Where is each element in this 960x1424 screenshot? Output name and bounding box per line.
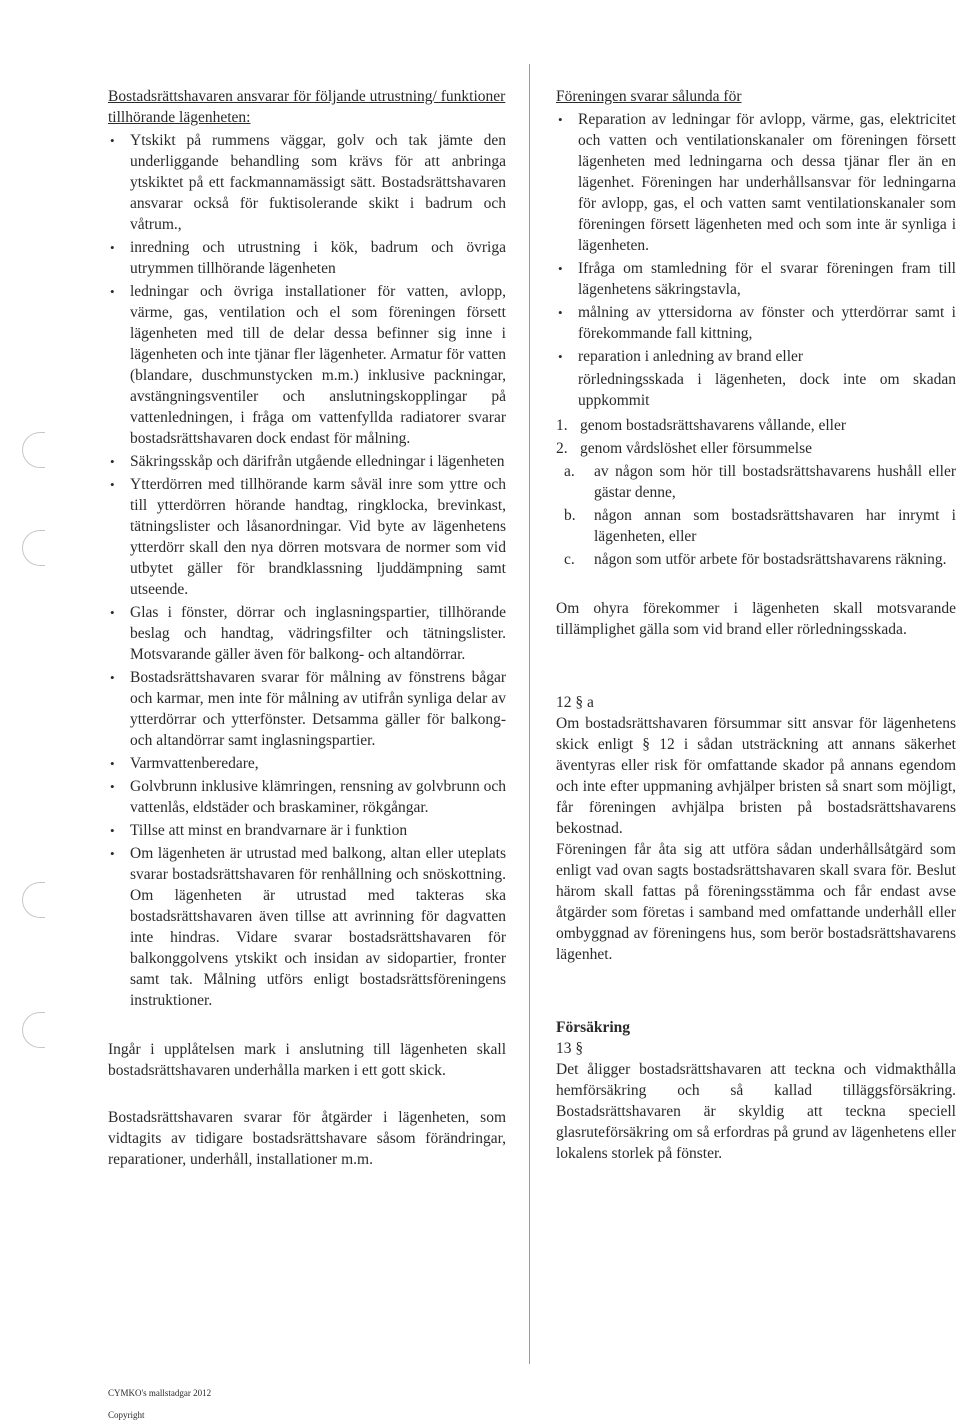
vermin-paragraph: Om ohyra förekommer i lägenheten skall motsvarande tillämplighet gälla som vid brand eller rörledningsskada. [556, 600, 956, 638]
previous-owner-paragraph: Bostadsrättshavaren svarar för åtgärder i lägenheten, som vidtagits av tidigare bostadsrättshavare såsom förändringar, reparationer, underhåll, installationer m.m. [108, 1109, 506, 1168]
item-number: 2. [556, 440, 568, 457]
lettered-item [556, 461, 956, 503]
item-text: genom bostadsrättshavarens vållande, eller [580, 417, 846, 434]
list-item: • Tillse att minst en brandvarnare är i funktion [108, 820, 506, 841]
list-item: • målning av yttersidorna av fönster och ytterdörrar samt i förekommande fall kittning, [556, 302, 956, 344]
list-item: • Om lägenheten är utrustad med balkong, altan eller uteplats svarar bostadsrättshavaren för renhållning och snöskottning. Om lägenheten är utrustad med takteras ska bostadsrättshavaren även tillse att avrinning för dagvatten inte hindras. Vidare svarar bostadsrättshavaren för balkonggolvens ytskikt och insidan av sidopartier, fronter samt tak. Målning utförs enligt bostadsrättsföreningens instruktioner. [108, 843, 506, 1011]
item-letter: c. [564, 551, 575, 568]
list-item: • ledningar och övriga installationer för vatten, avlopp, värme, gas, ventilation och el som föreningen försett lägenheten med till de delar dessa befinner sig inne i lägenheten och inte tjänar fler lägenheter. Armatur för vatten (blandare, duschmunstycken m.m.) inklusive packningar, avstängningsventiler och anslutningskopplingar på vattenledningen, i fråga om vattenfyllda radiatorer svarar bostadsrättshavaren dock endast för målning. [108, 281, 506, 449]
list-item: • Ifråga om stamledning för el svarar föreningen fram till lägenhetens säkringstavla, [556, 258, 956, 300]
list-item: • Ytskikt på rummens väggar, golv och tak jämte den underliggande behandling som krävs för att anbringa ytskiktet på ett fackmannamässigt sätt. Bostadsrättshavaren ansvarar också för fuktisolerande skikt i badrum och våtrum., [108, 130, 506, 235]
list-item: • Varmvattenberedare, [108, 753, 506, 774]
section-12a-label: 12 § a [556, 694, 594, 711]
list-item: • inredning och utrustning i kök, badrum och övriga utrymmen tillhörande lägenheten [108, 237, 506, 279]
item-text: av någon som hör till bostadsrättshavarens hushåll eller gästar denne, [594, 463, 956, 501]
numbered-item [556, 438, 956, 459]
item-letter: a. [564, 463, 575, 480]
list-item-continuation: rörledningsskada i lägenheten, dock inte om skadan uppkommit [578, 371, 956, 409]
item-number: 1. [556, 417, 568, 434]
item-text: någon som utför arbete för bostadsrättshavarens räkning. [594, 551, 947, 568]
section-12a-paragraph: Om bostadsrättshavaren försummar sitt ansvar för lägenhetens skick enligt § 12 i sådan utsträckning att annans säkerhet äventyras eller risk för omfattande skador på annans egendom och inte efter uppmaning avhjälper bristen så snart som möjligt, får föreningen avhjälpa bristen på bostadsrättshavarens bekostnad. [556, 715, 956, 837]
list-item: • reparation i anledning av brand eller [556, 346, 956, 367]
lettered-item [556, 549, 956, 570]
insurance-heading: Försäkring [556, 1019, 631, 1036]
item-text: genom vårdslöshet eller försummelse [580, 440, 813, 457]
binder-hole [22, 432, 45, 468]
association-responsibility-heading: Föreningen svarar sålunda för [556, 88, 742, 105]
list-item: • Bostadsrättshavaren svarar för målning av fönstrens bågar och karmar, men inte för målning av utifrån synliga delar av ytterdörrar och ytterfönster. Detsamma gäller för balkong- och altandörrar samt inglasningspartier. [108, 667, 506, 751]
owner-responsibility-list [108, 130, 506, 1011]
binder-hole [22, 1012, 45, 1048]
item-letter: b. [564, 507, 576, 524]
footer-source: CYMKO's mallstadgar 2012 [108, 1388, 212, 1398]
numbered-list [556, 415, 956, 570]
land-maintenance-paragraph: Ingår i upplåtelsen mark i anslutning till lägenheten skall bostadsrättshavaren underhålla marken i ett gott skick. [108, 1041, 506, 1079]
list-item: • Glas i fönster, dörrar och inglasningspartier, tillhörande beslag och handtag, vädringsfilter och tätningslister. Motsvarande gäller även för balkong- och altandörrar. [108, 602, 506, 665]
lettered-item [556, 505, 956, 547]
footer-copyright: Copyright [108, 1410, 145, 1420]
association-responsibility-list [556, 109, 956, 367]
list-item: • Ytterdörren med tillhörande karm såväl inre som yttre och till ytterdörren hörande handtag, ringklocka, brevinkast, tätningslister och låsanordningar. Vid byte av lägenhetens ytterdörr skall den nya dörren motsvara de normer som vid utbytet gäller för brandklassning ljuddämpning samt utseende. [108, 474, 506, 600]
list-item: • Golvbrunn inklusive klämringen, rensning av golvbrunn och vattenlås, eldstäder och braskaminer, rökgångar. [108, 776, 506, 818]
section-13-label: 13 § [556, 1040, 584, 1057]
owner-responsibility-heading: Bostadsrättshavaren ansvarar för följande utrustning/ funktioner tillhörande lägenheten: [108, 88, 506, 126]
right-column [556, 86, 956, 1164]
numbered-item [556, 415, 956, 436]
list-item: • Säkringsskåp och därifrån utgående elledningar i lägenheten [108, 451, 506, 472]
item-text: någon annan som bostadsrättshavaren har inrymt i lägenheten, eller [594, 507, 956, 545]
section-13-paragraph: Det åligger bostadsrättshavaren att teckna och vidmakthålla hemförsäkring och så kallad tilläggsförsäkring. Bostadsrättshavaren är skyldig att teckna speciell glasruteförsäkring om så erfordras på grund av lägenhetens eller lokalens storlek på fönster. [556, 1061, 956, 1162]
left-column [108, 86, 506, 1170]
list-item: • Reparation av ledningar för avlopp, värme, gas, elektricitet och vatten och ventilationskanaler om föreningen försett lägenheten med ledningarna och dessa tjänar fler än en lägenhet. Föreningen har underhållsansvar för ledningarna för avlopp, gas, el och vatten samt ventilationskanaler som föreningen försett lägenheten med och som inte är synliga i lägenheten. [556, 109, 956, 256]
binder-hole [22, 530, 45, 566]
column-divider [529, 64, 530, 1364]
section-12a-paragraph-2: Föreningen får åta sig att utföra sådan underhållsåtgärd som enligt vad ovan sagts bostadsrättshavaren skall svara för. Beslut härom skall fattas på föreningsstämma och får endast avse åtgärder som företas i samband med omfattande underhåll eller ombyggnad av föreningens hus, som berör bostadsrättshavarens lägenhet. [556, 841, 956, 963]
binder-hole [22, 882, 45, 918]
